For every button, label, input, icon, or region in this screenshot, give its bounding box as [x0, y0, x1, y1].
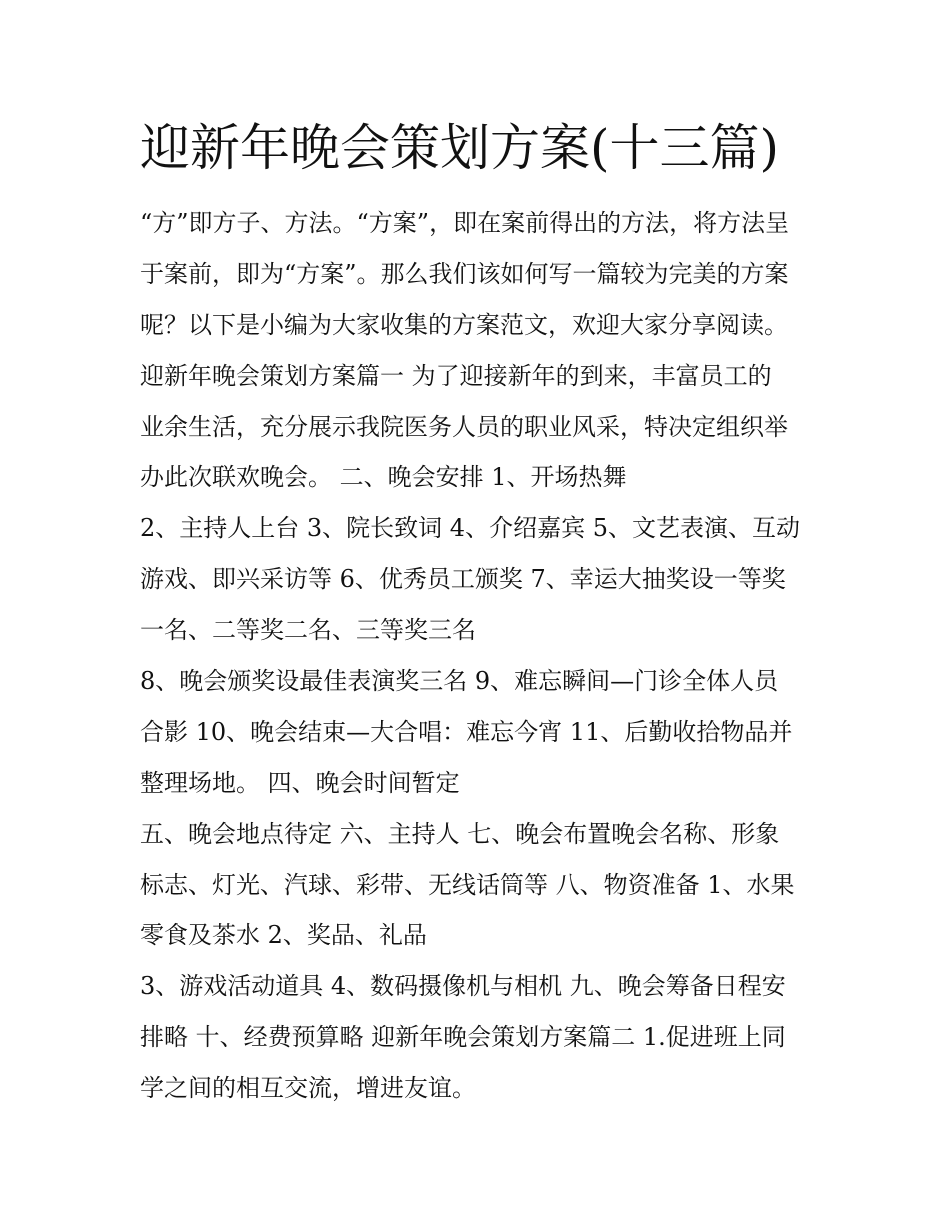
paragraph-line: 迎新年晚会策划方案篇一 为了迎接新年的到来，丰富员工的 — [140, 361, 772, 390]
paragraph-line: “方”即方子、方法。“方案”，即在案前得出的方法，将方法呈 — [140, 209, 790, 237]
paragraph-line: 3、游戏活动道具 4、数码摄像机与相机 九、晚会筹备日程安 — [140, 972, 786, 1001]
paragraph-line: 合影 10、晚会结束—大合唱：难忘今宵 11、后勤收拾物品并 — [140, 717, 793, 746]
paragraph-line: 标志、灯光、汽球、彩带、无线话筒等 八、物资准备 1、水果 — [140, 870, 795, 899]
paragraph-line: 呢？以下是小编为大家收集的方案范文，欢迎大家分享阅读。 — [140, 310, 788, 339]
page-title: 迎新年晚会策划方案(十三篇) — [140, 119, 780, 177]
paragraph-line: 零食及茶水 2、奖品、礼品 — [140, 921, 427, 950]
paragraph-line: 学之间的相互交流，增进友谊。 — [140, 1074, 476, 1103]
paragraph-line: 于案前，即为“方案”。那么我们该如何写一篇较为完美的方案 — [140, 259, 789, 288]
paragraph-line: 一名、二等奖二名、三等奖三名 — [140, 616, 476, 645]
paragraph-line: 整理场地。 四、晚会时间暂定 — [140, 768, 460, 797]
paragraph-line: 五、晚会地点待定 六、主持人 七、晚会布置晚会名称、形象 — [140, 819, 780, 848]
paragraph-line: 办此次联欢晚会。 二、晚会安排 1、开场热舞 — [140, 463, 627, 492]
paragraph-line: 游戏、即兴采访等 6、优秀员工颁奖 7、幸运大抽奖设一等奖 — [140, 565, 786, 594]
paragraph-line: 2、主持人上台 3、院长致词 4、介绍嘉宾 5、文艺表演、互动 — [140, 514, 800, 543]
paragraph-line: 排略 十、经费预算略 迎新年晚会策划方案篇二 1.促进班上同 — [140, 1023, 786, 1052]
document-body — [140, 198, 820, 1114]
paragraph-line: 业余生活，充分展示我院医务人员的职业风采，特决定组织举 — [140, 412, 788, 441]
paragraph-line: 8、晚会颁奖设最佳表演奖三名 9、难忘瞬间—门诊全体人员 — [140, 667, 779, 696]
